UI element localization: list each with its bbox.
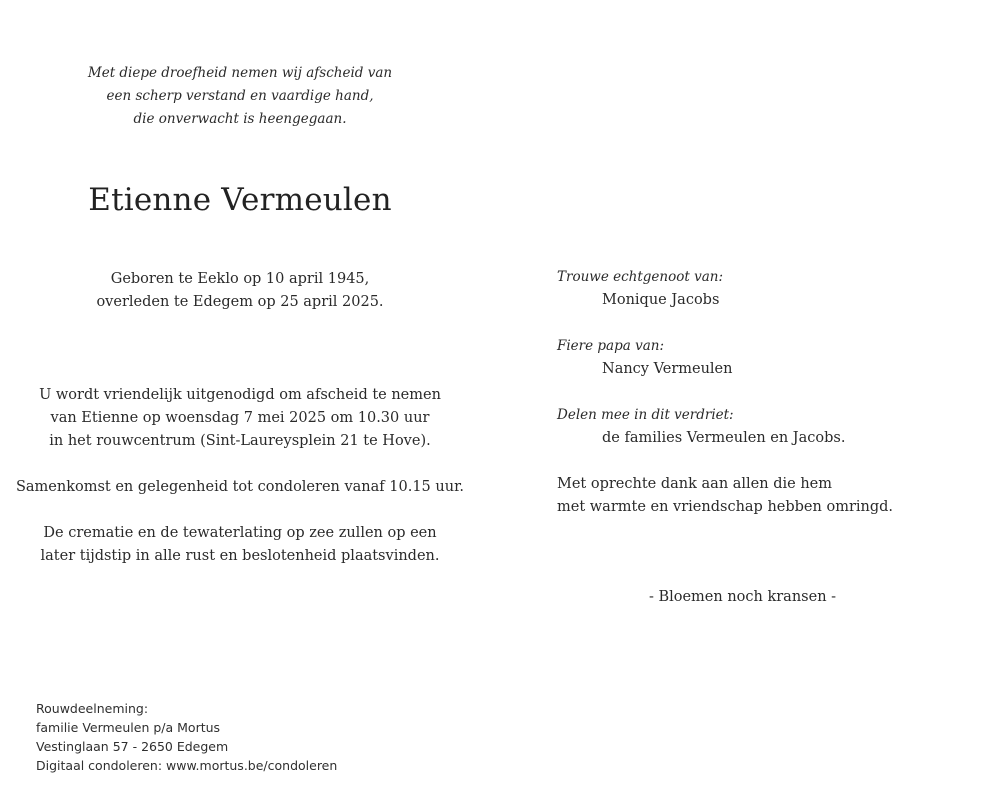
invitation-line: U wordt vriendelijk uitgenodigd om afscheid te nemen [39,387,441,403]
relation-value-families: de families Vermeulen en Jacobs. [602,430,846,446]
footer-family: familie Vermeulen p/a Mortus [36,720,221,735]
intro-line: Met diepe droefheid nemen wij afscheid van [87,65,393,81]
gathering-line: Samenkomst en gelegenheid tot condoleren vanaf 10.15 uur. [15,479,465,495]
no-flowers-note: - Bloemen noch kransen - [648,589,837,605]
cremation-line: later tijdstip in alle rust en beslotenheid plaatsvinden. [40,548,440,564]
intro-line: een scherp verstand en vaardige hand, [106,88,374,104]
mourning-address-footer [36,699,337,775]
cremation-line: De crematie en de tewaterlating op zee zullen op een [43,525,437,541]
deceased-name: Etienne Vermeulen [88,182,392,218]
birth-death-dates [40,268,440,314]
thank-you-note [557,473,893,519]
invitation-line: van Etienne op woensdag 7 mei 2025 om 10.30 uur [50,410,430,426]
thanks-line: met warmte en vriendschap hebben omringd. [557,499,894,515]
birth-line: Geboren te Eeklo op 10 april 1945, [110,271,370,287]
relation-value-child: Nancy Vermeulen [602,361,733,377]
thanks-line: Met oprechte dank aan allen die hem [557,476,832,492]
intro-verse [70,62,410,131]
cremation-notice [15,522,465,568]
relation-value-spouse: Monique Jacobs [602,292,720,308]
footer-heading: Rouwdeelneming: [36,701,149,716]
footer-address: Vestinglaan 57 - 2650 Edegem [36,739,229,754]
relation-label-child: Fiere papa van: [557,338,664,354]
footer-online-condolence: Digitaal condoleren: www.mortus.be/condoleren [36,758,338,773]
intro-line: die onverwacht is heengegaan. [133,111,347,127]
funeral-invitation [15,384,465,453]
condolence-gathering [15,476,465,499]
relation-label-spouse: Trouwe echtgenoot van: [557,269,724,285]
death-line: overleden te Edegem op 25 april 2025. [96,294,384,310]
relation-label-families: Delen mee in dit verdriet: [557,407,734,423]
invitation-line: in het rouwcentrum (Sint-Laureysplein 21 te Hove). [49,433,431,449]
